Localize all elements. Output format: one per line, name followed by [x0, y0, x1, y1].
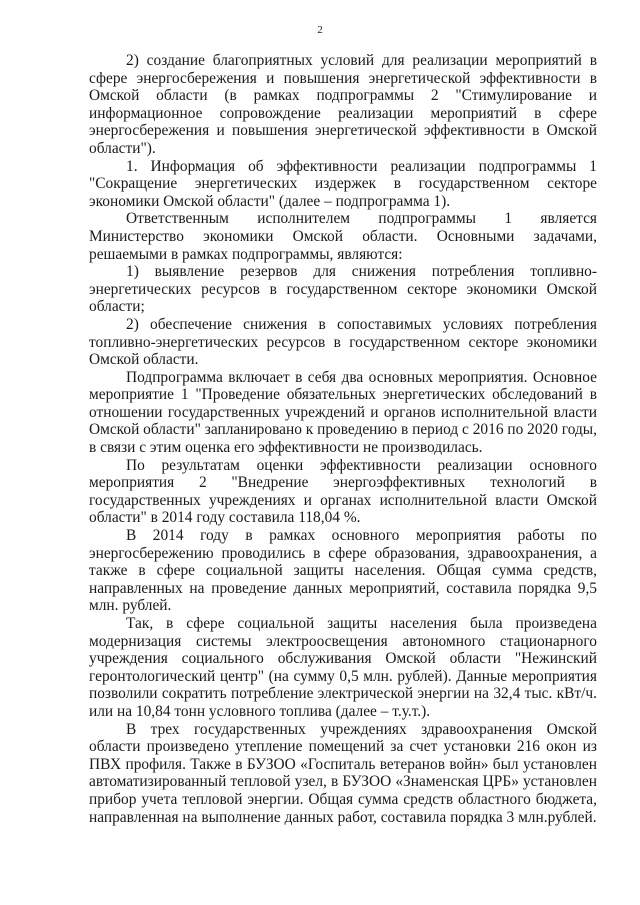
paragraph-section-1-heading: 1. Информация об эффективности реализации подпрограммы 1 "Сокращение энергетических издержек в государственном секторе экономики Омской области" (далее – подпрограмма 1). — [89, 157, 597, 210]
paragraph-task-2: 2) обеспечение снижения в сопоставимых условиях потребления топливно-энергетических ресурсов в государственном секторе экономики Омской области. — [89, 315, 597, 369]
page-number: 2 — [317, 24, 323, 36]
paragraph-2014-works: В 2014 году в рамках основного мероприятия работы по энергосбережению проводились в сфере образования, здравоохранения, а также в сфере социальной защиты населения. Общая сумма средств, направленных на проведение данных мероприятий, составила порядка 9,5 млн. рублей. — [89, 527, 597, 615]
document-body — [89, 52, 597, 826]
paragraph-healthcare: В трех государственных учреждениях здравоохранения Омской области произведено утепление помещений за счет установки 216 окон из ПВХ профиля. Также в БУЗОО «Госпиталь ветеранов войн» был установлен автоматизированный тепловой узел, в БУЗОО «Знаменская ЦРБ» установлен прибор учета тепловой энергии. Общая сумма средств областного бюджета, направленная на выполнение данных работ, составила порядка 3 млн.рублей. — [89, 720, 597, 826]
paragraph-efficiency-result: По результатам оценки эффективности реализации основного мероприятия 2 "Внедрение энергоэффективных технологий в государственных учреждениях и органах исполнительной власти Омской области" в 2014 году составила 118,04 %. — [89, 456, 597, 527]
paragraph-subprogram-2-goal: 2) создание благоприятных условий для реализации мероприятий в сфере энергосбережения и повышения энергетической эффективности в Омской области (в рамках подпрограммы 2 "Стимулирование и информационное сопровождение реализации мероприятий в сфере энергосбережения и повышения энергетической эффективности в Омской области"). — [89, 52, 597, 157]
paragraph-main-activities: Подпрограмма включает в себя два основных мероприятия. Основное мероприятие 1 "Проведение обязательных энергетических обследований в отношении государственных учреждений и органов исполнительной власти Омской области" запланировано к проведению в период с 2016 по 2020 годы, в связи с этим оценка его эффективности не производилась. — [89, 368, 597, 457]
paragraph-responsible-executor: Ответственным исполнителем подпрограммы 1 является Министерство экономики Омской области. Основными задачами, решаемыми в рамках подпрограммы, являются: — [89, 210, 597, 263]
paragraph-task-1: 1) выявление резервов для снижения потребления топливно-энергетических ресурсов в государственном секторе экономики Омской области; — [89, 263, 597, 316]
paragraph-social-protection: Так, в сфере социальной защиты населения была произведена модернизация системы электроосвещения автономного стационарного учреждения социального обслуживания Омской области "Нежинский геронтологический центр" (на сумму 0,5 млн. рублей). Данные мероприятия позволили сократить потребление электрической энергии на 32,4 тыс. кВт/ч. или на 10,84 тонн условного топлива (далее – т.у.т.). — [89, 615, 597, 720]
